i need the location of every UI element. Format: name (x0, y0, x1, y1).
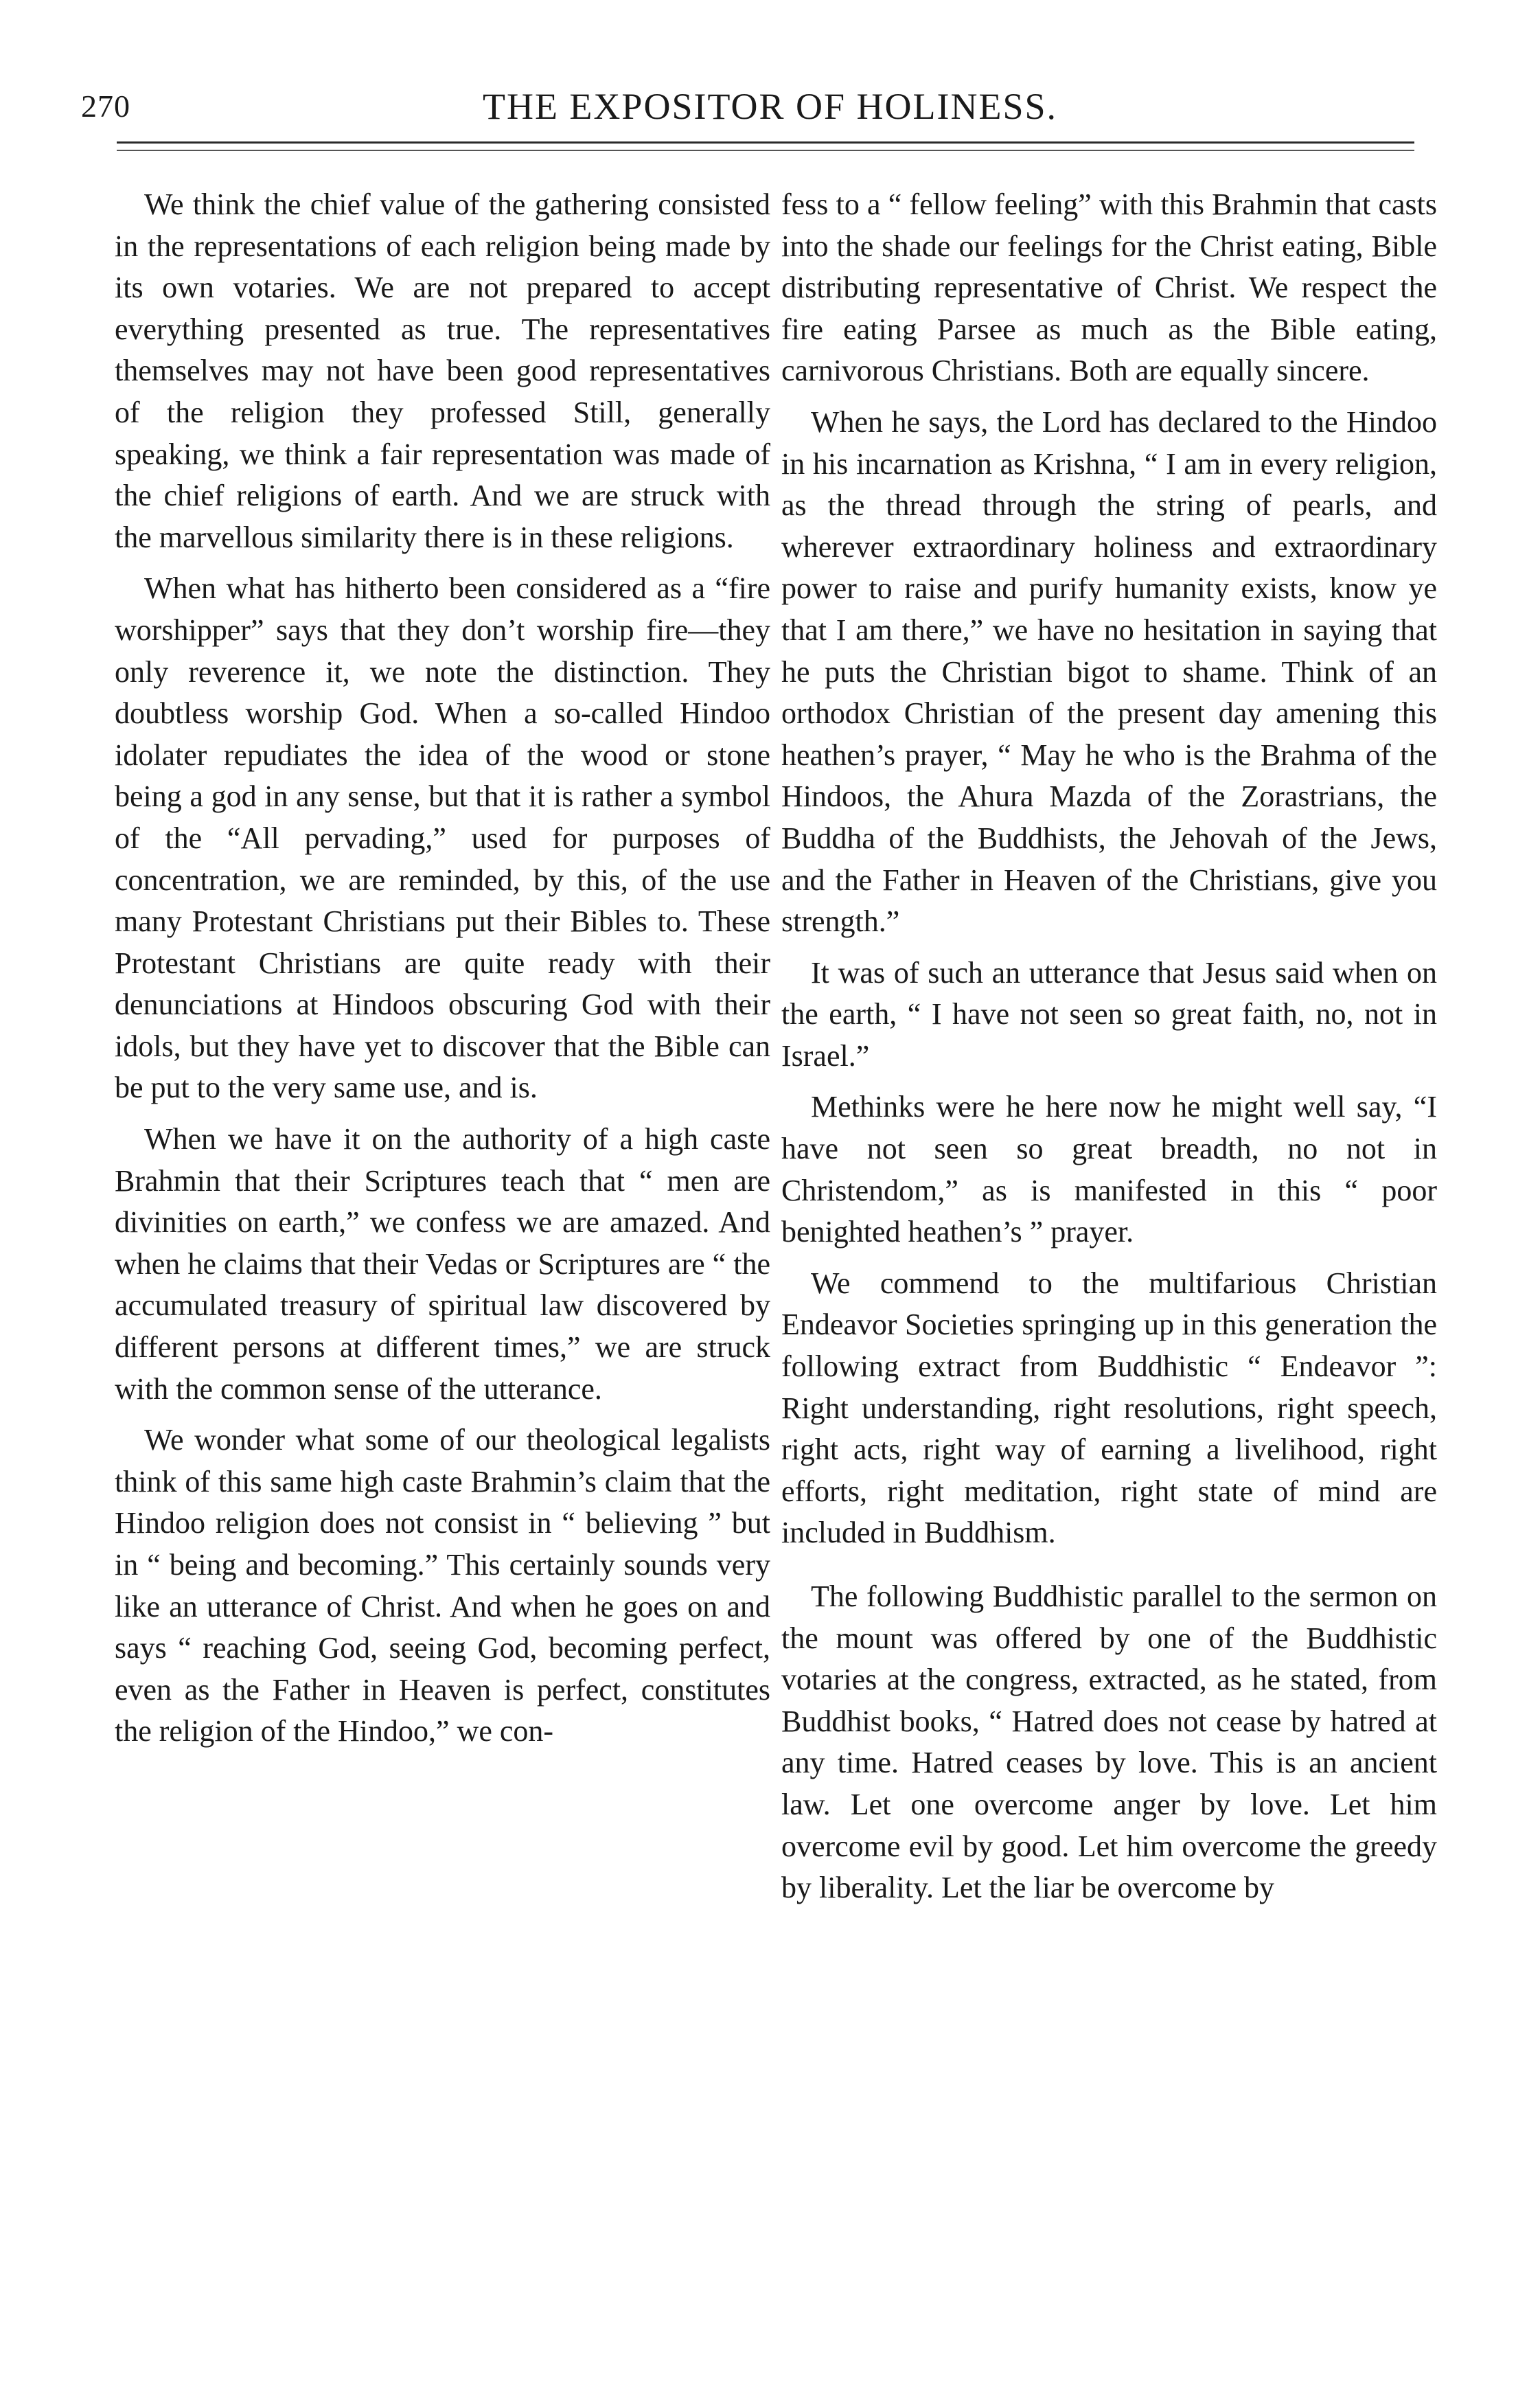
left-paragraph-4: We wonder what some of our theological legalists think of this same high caste Brahmin’s claim that the Hindoo religion does not consist in “ believing ” but in “ being and becoming.” This certainly sounds very like an utterance of Christ. And when he goes on and says “ reaching God, seeing God, becoming perfect, even as the Father in Heaven is perfect, constitutes the religion of the Hindoo,” we con- (115, 1423, 770, 1748)
header-rule (117, 141, 1414, 144)
left-paragraph-1: We think the chief value of the gathering consisted in the representations of each religion being made by its own votaries. We are not prepared to accept everything presented as true. The representatives themselves may not have been good representatives of the religion they professed Still, generally speaking, we think a fair representation was made of the chief religions of earth. And we are struck with the marvellous similarity there is in these religions. (115, 187, 770, 554)
right-paragraph-1: fess to a “ fellow feeling” with this Brahmin that casts into the shade our feelings for the Christ eating, Bible distributing representative of Christ. We respect the fire eating Parsee as much as the Bible eating, carnivorous Christians. Both are equally sincere. (781, 187, 1437, 388)
right-column (781, 184, 1437, 1909)
right-paragraph-3: It was of such an utterance that Jesus said when on the earth, “ I have not seen so great faith, no, not in Israel.” (781, 955, 1437, 1073)
right-paragraph-4: Methinks were he here now he might well say, “I have not seen so great breadth, no not in Christendom,” as is manifested in this “ poor benighted heathen’s ” prayer. (781, 1090, 1437, 1249)
right-paragraph-5: We commend to the multifarious Christian Endeavor Societies springing up in this generation the following extract from Buddhistic “ Endeavor ”: Right understanding, right resolutions, right speech, right acts, right way of earning a livelihood, right efforts, right meditation, right state of mind are included in Buddhism. (781, 1266, 1437, 1550)
left-paragraph-2: When what has hitherto been considered as a “fire worshipper” says that they don’t worship fire—they only reverence it, we note the distinction. They doubtless worship God. When a so-called Hindoo idolater repudiates the idea of the wood or stone being a god in any sense, but that it is rather a symbol of the “All pervading,” used for purposes of concentration, we are reminded, by this, of the use many Protestant Christians put their Bibles to. These Protestant Christians are quite ready with their denunciations at Hindoos obscuring God with their idols, but they have yet to discover that the Bible can be put to the very same use, and is. (115, 571, 770, 1105)
right-paragraph-6: The following Buddhistic parallel to the sermon on the mount was offered by one of the Buddhistic votaries at the congress, extracted, as he stated, from Buddhist books, “ Hatred does not cease by hatred at any time. Hatred ceases by love. This is an ancient law. Let one overcome anger by love. Let him overcome evil by good. Let him overcome the greedy by liberality. Let the liar be overcome by (781, 1580, 1437, 1905)
left-column (115, 184, 770, 1753)
page-number: 270 (81, 89, 130, 124)
left-paragraph-3: When we have it on the authority of a high caste Brahmin that their Scriptures teach that “ men are divinities on earth,” we confess we are amazed. And when he claims that their Vedas or Scriptures are “ the accumulated treasury of spiritual law discovered by different persons at different times,” we are struck with the common sense of the utterance. (115, 1122, 770, 1406)
running-title: THE EXPOSITOR OF HOLINESS. (482, 86, 1058, 127)
right-paragraph-2: When he says, the Lord has declared to the Hindoo in his incarnation as Krishna, “ I am in every religion, as the thread through the string of pearls, and wherever extraordinary holiness and extraordinary power to raise and purify humanity exists, know ye that I am there,” we have no hesitation in saying that he puts the Christian bigot to shame. Think of an orthodox Christian of the present day amening this heathen’s prayer, “ May he who is the Brahma of the Hindoos, the Ahura Mazda of the Zorastrians, the Buddha of the Buddhists, the Jehovah of the Jews, and the Father in Heaven of the Christians, give you strength.” (781, 404, 1437, 939)
header-rule-secondary (117, 150, 1414, 151)
